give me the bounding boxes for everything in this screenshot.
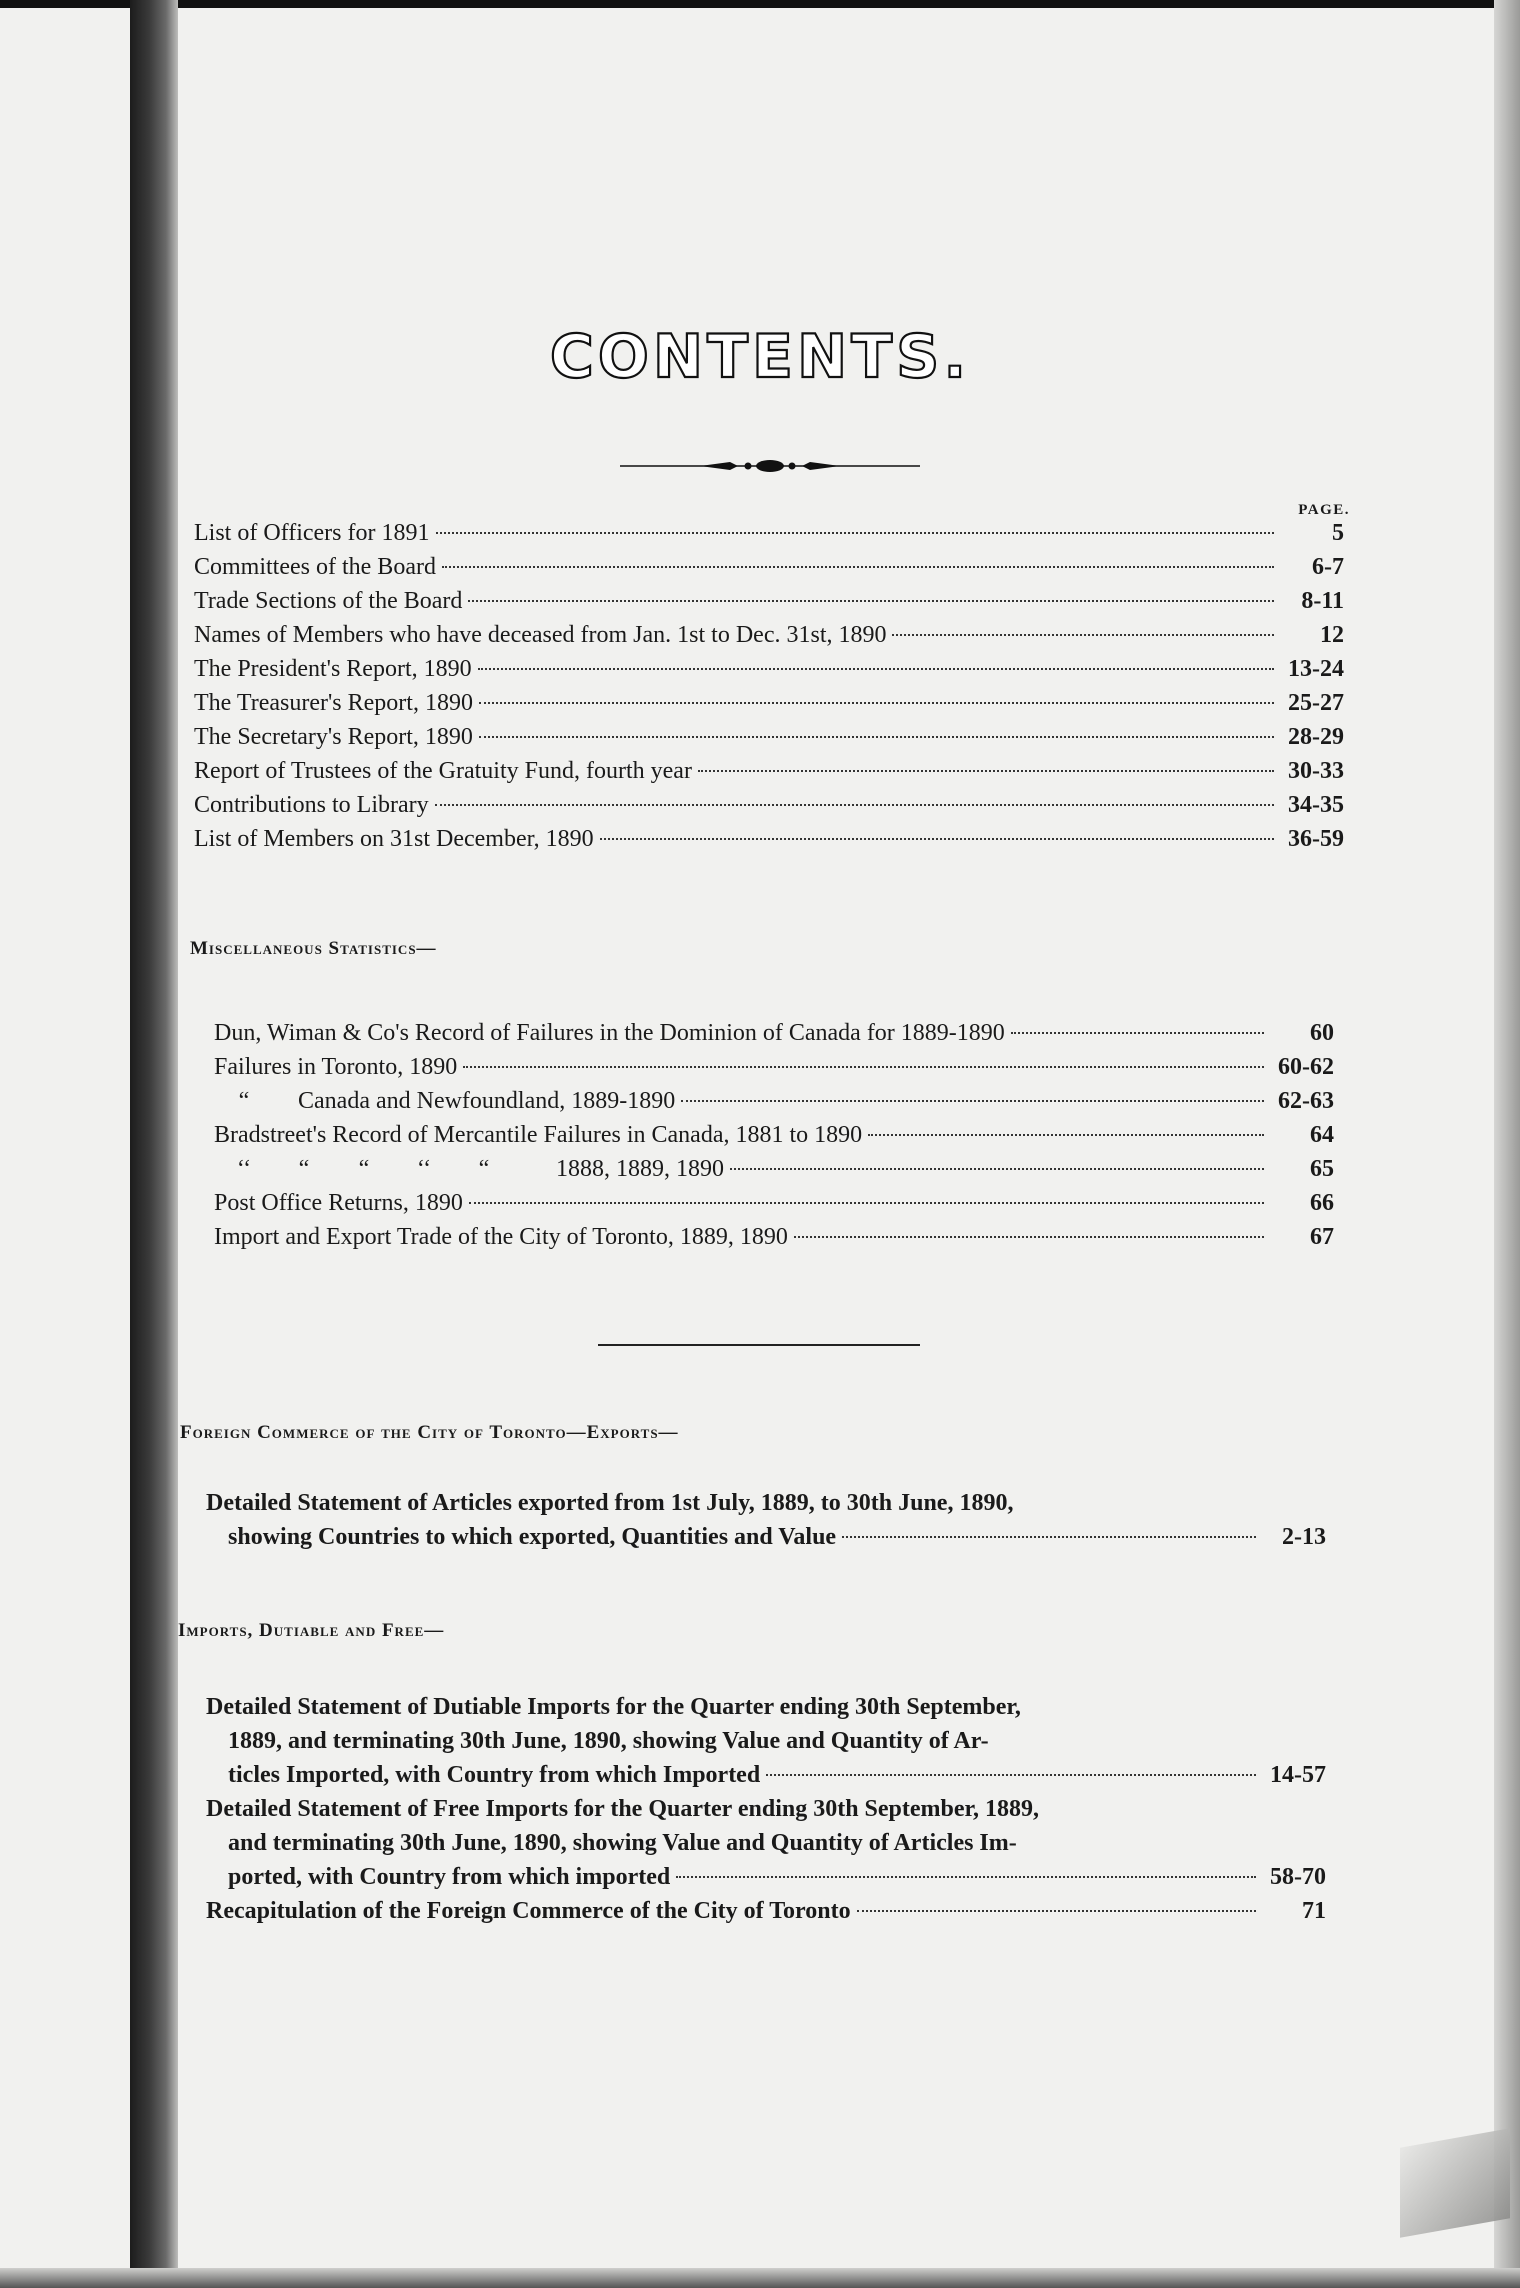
entry-title: Post Office Returns, 1890 [214,1190,463,1216]
entry-title: Dun, Wiman & Co's Record of Failures in the Dominion of Canada for 1889-1890 [214,1020,1005,1046]
toc-entry [214,1186,1334,1220]
toc-entry [194,754,1344,788]
dot-leader [469,1202,1264,1204]
page-number: 5 [1332,520,1344,546]
page-number: 14-57 [1270,1762,1326,1788]
entry-line [206,1486,1326,1520]
entry-line [206,1690,1326,1724]
entry-text: Detailed Statement of Articles exported from 1st July, 1889, to 30th June, 1890, [206,1490,1014,1516]
entry-line [206,1520,1326,1554]
entry-text: ported, with Country from which imported [228,1864,671,1890]
dot-leader [681,1100,1264,1102]
exports-entry [206,1486,1326,1554]
imports-entry [206,1690,1326,1792]
entry-text [214,1220,788,1254]
entry-text [194,516,430,550]
entry-title: Bradstreet's Record of Mercantile Failures in Canada, 1881 to 1890 [214,1122,863,1148]
dot-leader [857,1910,1256,1912]
page-number: 13-24 [1288,656,1344,682]
entry-title: The Treasurer's Report, 1890 [194,690,473,716]
toc-entry [194,652,1344,686]
entry-title: Canada and Newfoundland, 1889-1890 [298,1088,676,1114]
toc-entry [214,1084,1334,1118]
entry-line [206,1860,1326,1894]
dot-leader [442,566,1274,568]
entry-title: The President's Report, 1890 [194,656,472,682]
ornament-divider-icon [620,456,920,476]
dot-leader [478,668,1274,670]
ditto-mark: ‘‘ [416,1156,432,1182]
ditto-mark: “ [238,1088,250,1114]
page-column-header: PAGE. [1298,502,1350,518]
imports-entry [206,1894,1326,1928]
ditto-mark: “ [478,1156,490,1182]
entry-text [194,618,886,652]
toc-entry [214,1152,1334,1186]
entry-title: Names of Members who have deceased from Jan. 1st to Dec. 31st, 1890 [194,622,887,648]
page-number: 6-7 [1312,554,1344,580]
entry-text: Detailed Statement of Free Imports for the Quarter ending 30th September, 1889, [206,1796,1039,1822]
entry-text [214,1050,457,1084]
misc-statistics-header: Miscellaneous Statistics— [190,938,437,959]
entry-text [214,1084,675,1118]
page-number: 71 [1302,1898,1326,1924]
imports-entries [206,1690,1326,1928]
entry-text [194,720,473,754]
page-number: 34-35 [1288,792,1344,818]
entry-title: Failures in Toronto, 1890 [214,1054,458,1080]
toc-entry [194,550,1344,584]
entry-text [214,1118,862,1152]
ditto-mark: ‘‘ [236,1156,252,1182]
page-top-edge [0,0,1520,8]
page-bottom-edge [0,2268,1520,2288]
dot-leader [600,838,1274,840]
dot-leader [479,702,1274,704]
page-number: 60-62 [1278,1054,1334,1080]
section-rule [598,1344,920,1346]
dot-leader [436,532,1275,534]
entry-text [214,1016,1005,1050]
entry-text: and terminating 30th June, 1890, showing Value and Quantity of Articles Im- [228,1830,1017,1856]
entry-text [194,788,429,822]
page-title: CONTENTS. [549,322,971,392]
dot-leader [868,1134,1264,1136]
page-number: 65 [1310,1156,1334,1182]
dot-leader [435,804,1274,806]
entry-text [194,754,692,788]
entry-text: showing Countries to which exported, Quantities and Value [228,1524,837,1550]
page-number: 28-29 [1288,724,1344,750]
entry-text [194,686,473,720]
toc-entry [194,822,1344,856]
entry-line [206,1826,1326,1860]
toc-entry [194,720,1344,754]
entry-title: List of Officers for 1891 [194,520,430,546]
page-number: 36-59 [1288,826,1344,852]
ditto-mark: “ [358,1156,370,1182]
toc-entry [194,584,1344,618]
entry-title: Trade Sections of the Board [194,588,463,614]
entry-title: Import and Export Trade of the City of Toronto, 1889, 1890 [214,1224,788,1250]
imports-header: Imports, Dutiable and Free— [178,1620,445,1641]
entry-line [206,1758,1326,1792]
dot-leader [730,1168,1264,1170]
toc-entry [214,1050,1334,1084]
entry-title: Report of Trustees of the Gratuity Fund, fourth year [194,758,692,784]
page-number: 25-27 [1288,690,1344,716]
entry-title: Committees of the Board [194,554,436,580]
dot-leader [479,736,1274,738]
dot-leader [892,634,1274,636]
entry-text [194,652,472,686]
entry-text [194,584,462,618]
dot-leader [1011,1032,1264,1034]
toc-entry [214,1220,1334,1254]
entry-text: ticles Imported, with Country from which Imported [228,1762,761,1788]
main-contents-list [194,516,1344,856]
imports-entry [206,1792,1326,1894]
toc-entry [194,686,1344,720]
entry-text: 1889, and terminating 30th June, 1890, showing Value and Quantity of Ar- [228,1728,989,1754]
entry-title: 1888, 1889, 1890 [556,1156,724,1182]
dot-leader [698,770,1274,772]
page-number: 2-13 [1282,1524,1326,1550]
dot-leader [676,1876,1256,1878]
entry-text: Detailed Statement of Dutiable Imports for the Quarter ending 30th September, [206,1694,1021,1720]
dot-leader [463,1066,1264,1068]
entry-title: List of Members on 31st December, 1890 [194,826,594,852]
page-number: 64 [1310,1122,1334,1148]
toc-entry [214,1016,1334,1050]
dot-leader [766,1774,1256,1776]
page-number: 62-63 [1278,1088,1334,1114]
ditto-mark: “ [298,1156,310,1182]
entry-title: The Secretary's Report, 1890 [194,724,473,750]
toc-entry [194,618,1344,652]
foreign-commerce-header: Foreign Commerce of the City of Toronto—Exports— [180,1422,679,1443]
dot-leader [794,1236,1264,1238]
toc-entry [194,788,1344,822]
page-number: 12 [1320,622,1344,648]
entry-text [214,1186,463,1220]
entry-line [206,1724,1326,1758]
page-number: 67 [1310,1224,1334,1250]
entry-text [194,822,594,856]
dot-leader [468,600,1274,602]
toc-entry [214,1118,1334,1152]
entry-text: Recapitulation of the Foreign Commerce of the City of Toronto [206,1898,851,1924]
entry-line [206,1894,1326,1928]
toc-entry [194,516,1344,550]
dot-leader [842,1536,1256,1538]
page-number: 60 [1310,1020,1334,1046]
page-number: 58-70 [1270,1864,1326,1890]
entry-text [214,1152,724,1186]
page-number: 66 [1310,1190,1334,1216]
page-number: 8-11 [1301,588,1344,614]
entry-title: Contributions to Library [194,792,429,818]
page-number: 30-33 [1288,758,1344,784]
entry-line [206,1792,1326,1826]
misc-statistics-list [214,1016,1334,1254]
entry-text [194,550,436,584]
